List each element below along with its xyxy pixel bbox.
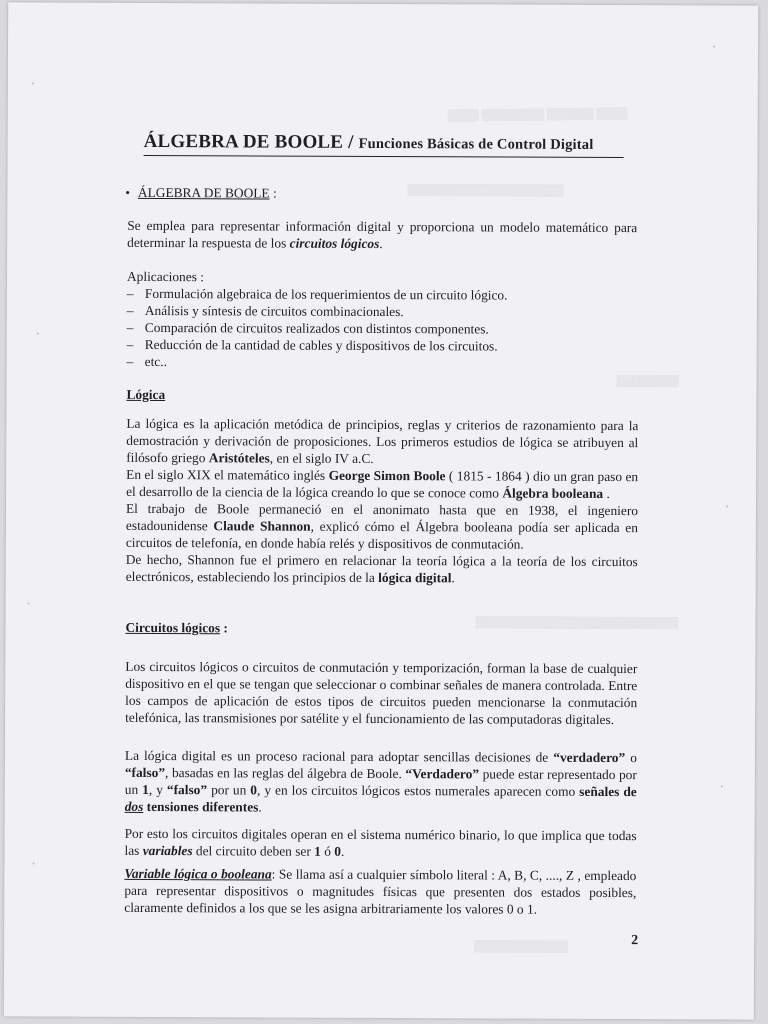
paper-speck bbox=[32, 82, 34, 84]
heading-text: ÁLGEBRA DE BOOLE bbox=[137, 184, 270, 201]
text-bold: tensiones diferentes bbox=[143, 798, 259, 815]
intro-text: Se emplea para representar información digital y proporciona un modelo matemático para determinar la respuesta de los bbox=[127, 217, 638, 251]
text-bold-underlined: dos bbox=[124, 798, 144, 814]
text-bold: Aristóteles bbox=[208, 450, 270, 466]
text-bold: “verdadero” bbox=[553, 749, 626, 766]
paper-speck bbox=[726, 506, 728, 508]
text-run: En el siglo XIX el matemático inglés bbox=[126, 466, 329, 483]
title-main: ÁLGEBRA DE BOOLE bbox=[143, 130, 344, 153]
text-run: La lógica digital es un proceso racional para adoptar sencillas decisiones de bbox=[124, 747, 554, 765]
text-bold: “Verdadero” bbox=[405, 766, 480, 782]
paper-speck bbox=[713, 45, 715, 47]
applications-block bbox=[127, 268, 637, 372]
text-run: ó bbox=[320, 843, 335, 859]
list-item: – etc.. bbox=[127, 353, 637, 372]
logica-paragraphs bbox=[126, 415, 639, 587]
paper-speck bbox=[32, 862, 34, 864]
term-variable-logica: Variable lógica o booleana bbox=[124, 865, 272, 882]
text-run: De hecho, Shannon fue el primero en relacionar la teoría lógica a la teoría de los circuitos electrónicos, estableciendo los principios de la bbox=[125, 551, 638, 585]
intro-emphasis: circuitos lógicos bbox=[289, 235, 380, 251]
title-separator: / bbox=[343, 131, 359, 153]
text-run: del circuito deben ser bbox=[192, 843, 315, 859]
circuitos-paragraph-2 bbox=[125, 747, 637, 817]
text-bold: Claude Shannon bbox=[213, 518, 311, 534]
text-bold: señales de bbox=[579, 783, 637, 800]
heading-suffix: : bbox=[269, 185, 277, 201]
text-run: o bbox=[625, 750, 637, 766]
bullet-icon: • bbox=[125, 184, 130, 200]
logica-paragraph-2 bbox=[126, 466, 638, 502]
text-run: , y bbox=[148, 781, 167, 798]
applications-label: Aplicaciones : bbox=[126, 268, 205, 285]
text-run: . bbox=[340, 843, 345, 859]
text-bold: Álgebra booleana bbox=[502, 485, 604, 501]
title-subtitle: Funciones Básicas de Control Digital bbox=[358, 135, 594, 153]
text-run: Por esto los circuitos digitales operan en el sistema numérico binario, lo que implica que todas las bbox=[124, 825, 637, 858]
text-run: , en el siglo IV a.C. bbox=[269, 450, 374, 466]
paper-speck bbox=[721, 785, 723, 787]
heading-suffix: : bbox=[220, 620, 228, 636]
text-bold: 0 bbox=[334, 843, 342, 859]
text-bold: “falso” bbox=[166, 782, 208, 798]
list-item: – Análisis y síntesis de circuitos combinacionales. bbox=[127, 302, 637, 321]
intro-paragraph bbox=[127, 217, 637, 253]
text-run: : Se llama así a cualquier símbolo literal : A, B, C, ...., Z , empleado para representar dispositivos o magnitudes físicas que presenten dos estados posibles, claramente definidos a los que se les asigna arbitrariamente los valores 0 o 1. bbox=[124, 866, 637, 917]
text-bold: George Simon Boole bbox=[328, 467, 446, 484]
list-item: – Reducción de la cantidad de cables y dispositivos de los circuitos. bbox=[127, 336, 637, 355]
text-bold: 1 bbox=[314, 843, 321, 859]
bleed-through-text: ▒▒▒▒▒▒▒▒▒▒▒▒ bbox=[474, 940, 568, 953]
circuitos-paragraph-1: Los circuitos lógicos o circuitos de conmutación y temporización, forman la base de cualquier dispositivo en el que se tengan que seleccionar o combinar señales de manera controlada. Entre los campos de aplicación de estos tipos de circuitos pueden mencionarse la conmutación telefónica, las transmisiones por satélite y el funcionamiento de las computadoras digitales. bbox=[125, 658, 638, 728]
text-run: ( 1815 - 1864 ) dio un gran paso en el desarrollo de la ciencia de la lógica creando lo que se conoce como bbox=[126, 468, 639, 501]
text-run: . bbox=[258, 799, 262, 815]
text-run: , basadas en las reglas del álgebra de Boole. bbox=[165, 765, 406, 782]
text-run: , y en los circuitos lógicos estos numerales aparecen como bbox=[256, 782, 580, 799]
intro-period: . bbox=[379, 235, 383, 252]
paper-speck bbox=[28, 602, 30, 604]
logica-paragraph-1 bbox=[126, 415, 638, 468]
list-item: – Comparación de circuitos realizados con distintos componentes. bbox=[127, 319, 637, 338]
circuitos-paragraph-4 bbox=[124, 865, 636, 918]
bleed-through-text: ▒▒▒▒ ▒▒▒▒▒▒▒▒ ▒▒▒▒▒▒ ▒▒▒▒ bbox=[447, 107, 628, 122]
text-run: . bbox=[451, 570, 455, 586]
text-run: . bbox=[603, 485, 610, 501]
logica-paragraph-4 bbox=[126, 551, 638, 587]
text-bold: lógica digital bbox=[378, 569, 452, 586]
circuitos-paragraph-3 bbox=[124, 825, 636, 861]
bleed-through-text: ▒▒▒▒▒▒▒▒▒▒▒▒▒▒▒▒▒▒▒▒ bbox=[407, 184, 564, 197]
text-run: por un bbox=[207, 782, 251, 798]
text-run: , explicó cómo el Álgebra booleana podía ser aplicada en circuitos de telefonía, en donde había relés y dispositivos de conmutación. bbox=[125, 518, 638, 552]
text-run: El trabajo de Boole permaneció en el anonimato hasta que en 1938, el ingeniero estadounidense bbox=[125, 500, 639, 534]
section-heading-circuitos bbox=[125, 619, 227, 636]
text-bold-italic: variables bbox=[142, 842, 193, 859]
text-run: La lógica es la aplicación metódica de principios, reglas y criterios de razonamiento para la demostración y derivación de proposiciones. Los primeros estudios de lógica se atribuyen al filósofo griego bbox=[126, 415, 639, 466]
paper-speck bbox=[37, 332, 39, 334]
text-bold: 1 bbox=[142, 781, 149, 797]
logica-paragraph-3 bbox=[126, 500, 638, 553]
bleed-through-text: ▒▒▒▒▒▒▒▒ bbox=[616, 375, 679, 388]
applications-list bbox=[127, 285, 637, 372]
list-item: – Formulación algebraica de los requerimientos de un circuito lógico. bbox=[127, 285, 637, 304]
text-bold: 0 bbox=[250, 782, 258, 798]
document-page bbox=[4, 2, 758, 1019]
section-heading-boole bbox=[125, 184, 276, 202]
heading-text: Circuitos lógicos bbox=[125, 619, 221, 636]
section-heading-logica: Lógica bbox=[126, 386, 166, 403]
text-bold: “falso” bbox=[124, 764, 166, 781]
page-number: 2 bbox=[631, 933, 639, 949]
text-run: puede estar representado por un bbox=[124, 766, 637, 797]
bleed-through-text: ▒▒▒▒▒▒▒▒▒▒▒▒▒▒▒▒▒▒▒▒▒▒▒▒▒▒ bbox=[475, 616, 679, 630]
page-title bbox=[144, 131, 624, 158]
